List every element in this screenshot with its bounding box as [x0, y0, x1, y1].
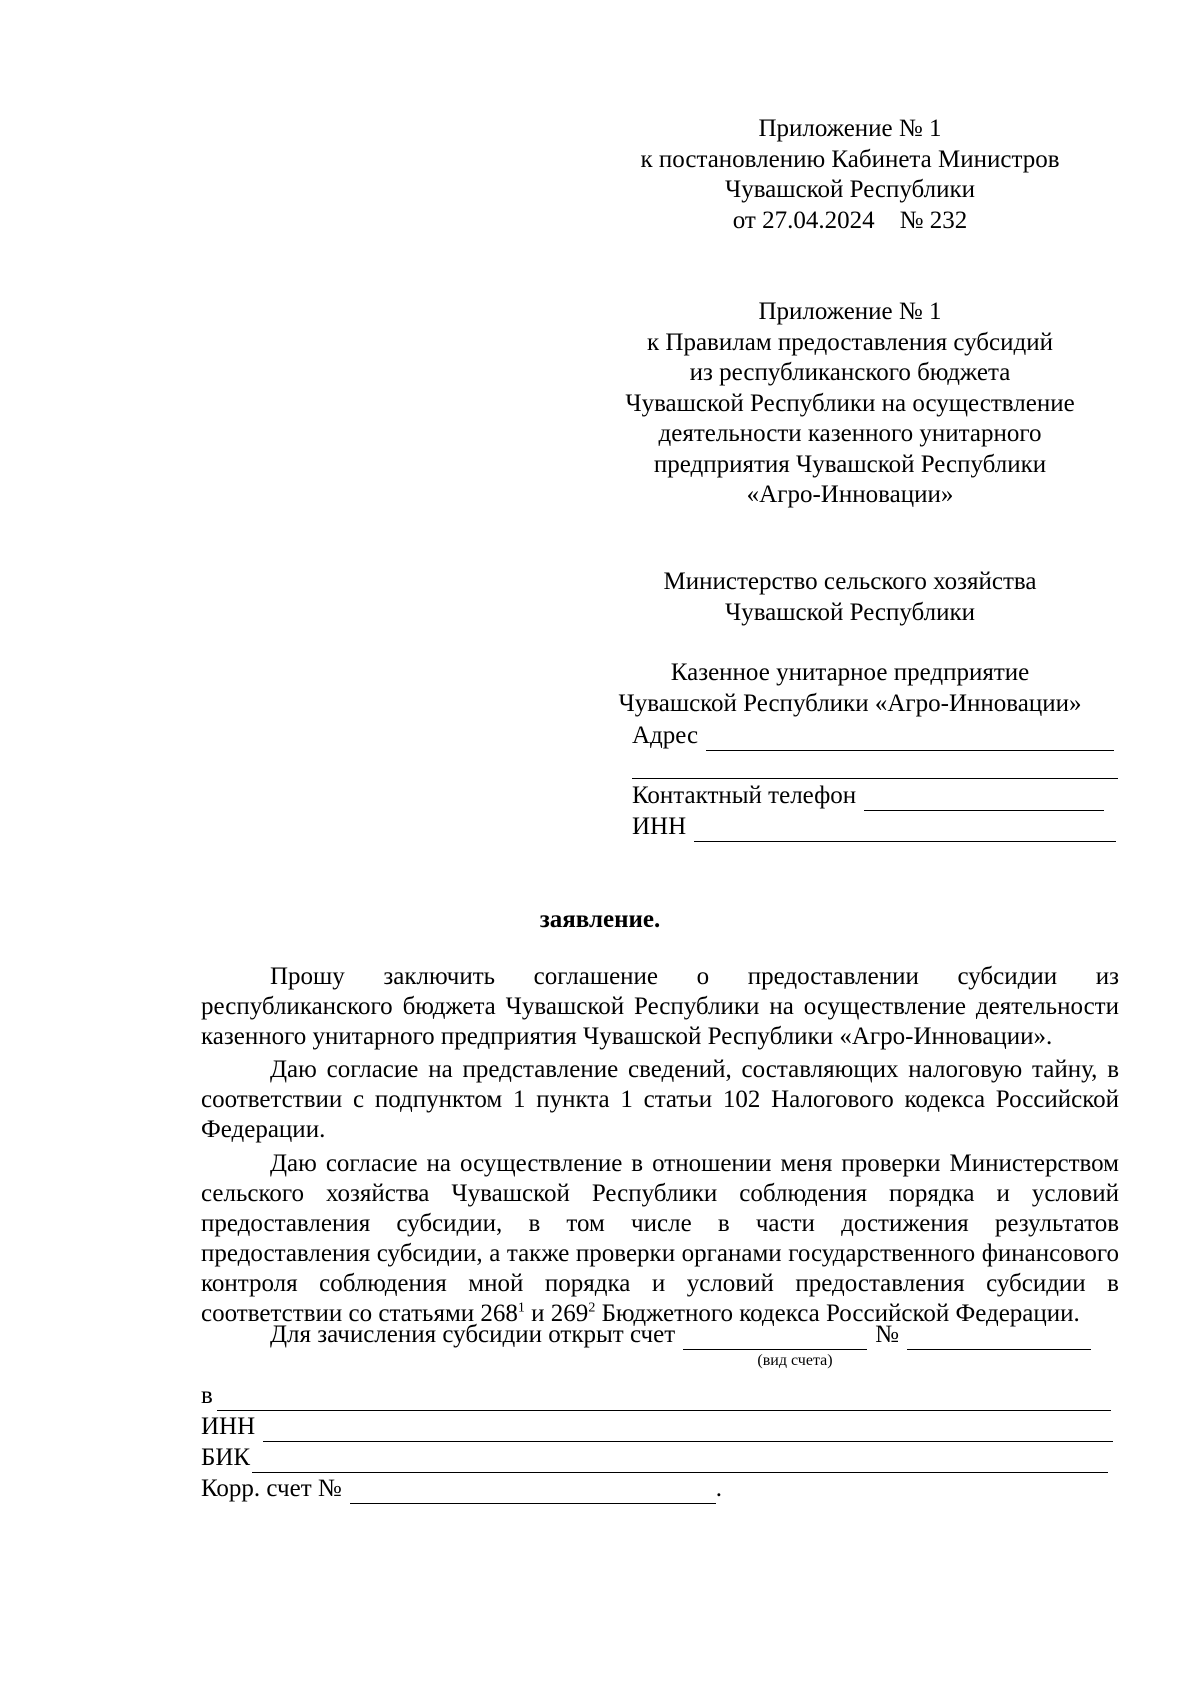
account-label: Для зачисления субсидии открыт счет: [270, 1321, 676, 1348]
bank-inn-label: ИНН: [201, 1413, 256, 1440]
account-number-sign: №: [875, 1321, 899, 1348]
address-label: Адрес: [632, 722, 699, 749]
bank-inn-input-line[interactable]: [263, 1415, 1113, 1442]
appendix-line: предприятия Чувашской Республики: [653, 450, 1047, 478]
appendix-line: Чувашской Республики на осуществление: [625, 389, 1075, 417]
applicant-block: [600, 658, 1100, 719]
corr-account-label: Корр. счет №: [201, 1475, 342, 1502]
appendix-line: от 27.04.2024 № 232: [732, 206, 968, 234]
account-row: [270, 1320, 1091, 1350]
appendix-rules-header: [600, 297, 1100, 511]
address-input-line[interactable]: [706, 724, 1114, 751]
appendix-line: к постановлению Кабинета Министров: [640, 145, 1060, 173]
addressee-line: Чувашской Республики: [724, 598, 976, 626]
paragraph-text: Даю согласие на осуществление в отношении меня проверки Министерством сельского хозяйства Чувашской Республики соблюдения порядка и условий предоставления субсидии, в том числе в части достижения результатов предоставления субсидии, а также проверки органами государственного финансового контроля соблюдения мной порядка и условий предоставления субсидии в соответствии со статьями 268: [201, 1150, 1119, 1327]
appendix-line: Чувашской Республики: [724, 176, 976, 203]
corr-account-input-line[interactable]: [350, 1477, 716, 1504]
bank-in-label: в: [201, 1382, 213, 1409]
request-paragraph: Прошу заключить соглашение о предоставлении субсидии из республиканского бюджета Чувашской Республики на осуществление деятельности казенного унитарного предприятия Чувашской Республики «Агро-Инновации».: [201, 963, 1119, 1050]
bank-inn-row: [201, 1412, 1113, 1442]
appendix-decree-header: [600, 114, 1100, 236]
phone-label: Контактный телефон: [632, 782, 857, 809]
bank-bik-row: [201, 1443, 1108, 1473]
applicant-inn-input-line[interactable]: [694, 815, 1116, 842]
appendix-line: Приложение № 1: [758, 298, 942, 325]
account-type-caption: (вид счета): [757, 1352, 833, 1369]
tax-secret-consent-paragraph: Даю согласие на представление сведений, составляющих налоговую тайну, в соответствии с подпунктом 1 пункта 1 статьи 102 Налогового кодекса Российской Федерации.: [201, 1056, 1119, 1143]
addressee-block: [600, 567, 1100, 628]
document-title: заявление.: [539, 906, 661, 933]
applicant-line: Казенное унитарное предприятие: [670, 659, 1030, 686]
account-number-input-line[interactable]: [907, 1323, 1091, 1350]
address-continuation-line[interactable]: [632, 778, 1118, 779]
bank-name-input-line[interactable]: [217, 1384, 1111, 1411]
appendix-line: Приложение № 1: [758, 115, 942, 142]
superscript: 1: [517, 1300, 525, 1316]
applicant-line: Чувашской Республики «Агро-Инновации»: [618, 689, 1082, 717]
appendix-line: из республиканского бюджета: [689, 359, 1011, 386]
corr-account-period: .: [715, 1475, 722, 1502]
paragraph-text: Бюджетного кодекса Российской Федерации.: [595, 1300, 1080, 1327]
superscript: 2: [588, 1300, 596, 1316]
appendix-line: к Правилам предоставления субсидий: [647, 328, 1053, 356]
bank-bik-input-line[interactable]: [252, 1446, 1108, 1473]
appendix-line: «Агро-Инновации»: [746, 481, 954, 508]
appendix-line: деятельности казенного унитарного: [658, 420, 1042, 447]
corr-account-row: [201, 1474, 722, 1504]
applicant-inn-label: ИНН: [632, 813, 687, 840]
address-field-row: [632, 721, 1114, 751]
addressee-line: Министерство сельского хозяйства: [663, 568, 1037, 595]
bank-name-row: [201, 1381, 1111, 1411]
bank-bik-label: БИК: [201, 1444, 251, 1471]
account-type-input-line[interactable]: [683, 1323, 867, 1350]
paragraph-text: и 269: [524, 1300, 589, 1327]
applicant-inn-field-row: [632, 812, 1116, 842]
phone-input-line[interactable]: [864, 784, 1104, 811]
inspection-consent-paragraph: [201, 1149, 1119, 1329]
phone-field-row: [632, 781, 1104, 811]
